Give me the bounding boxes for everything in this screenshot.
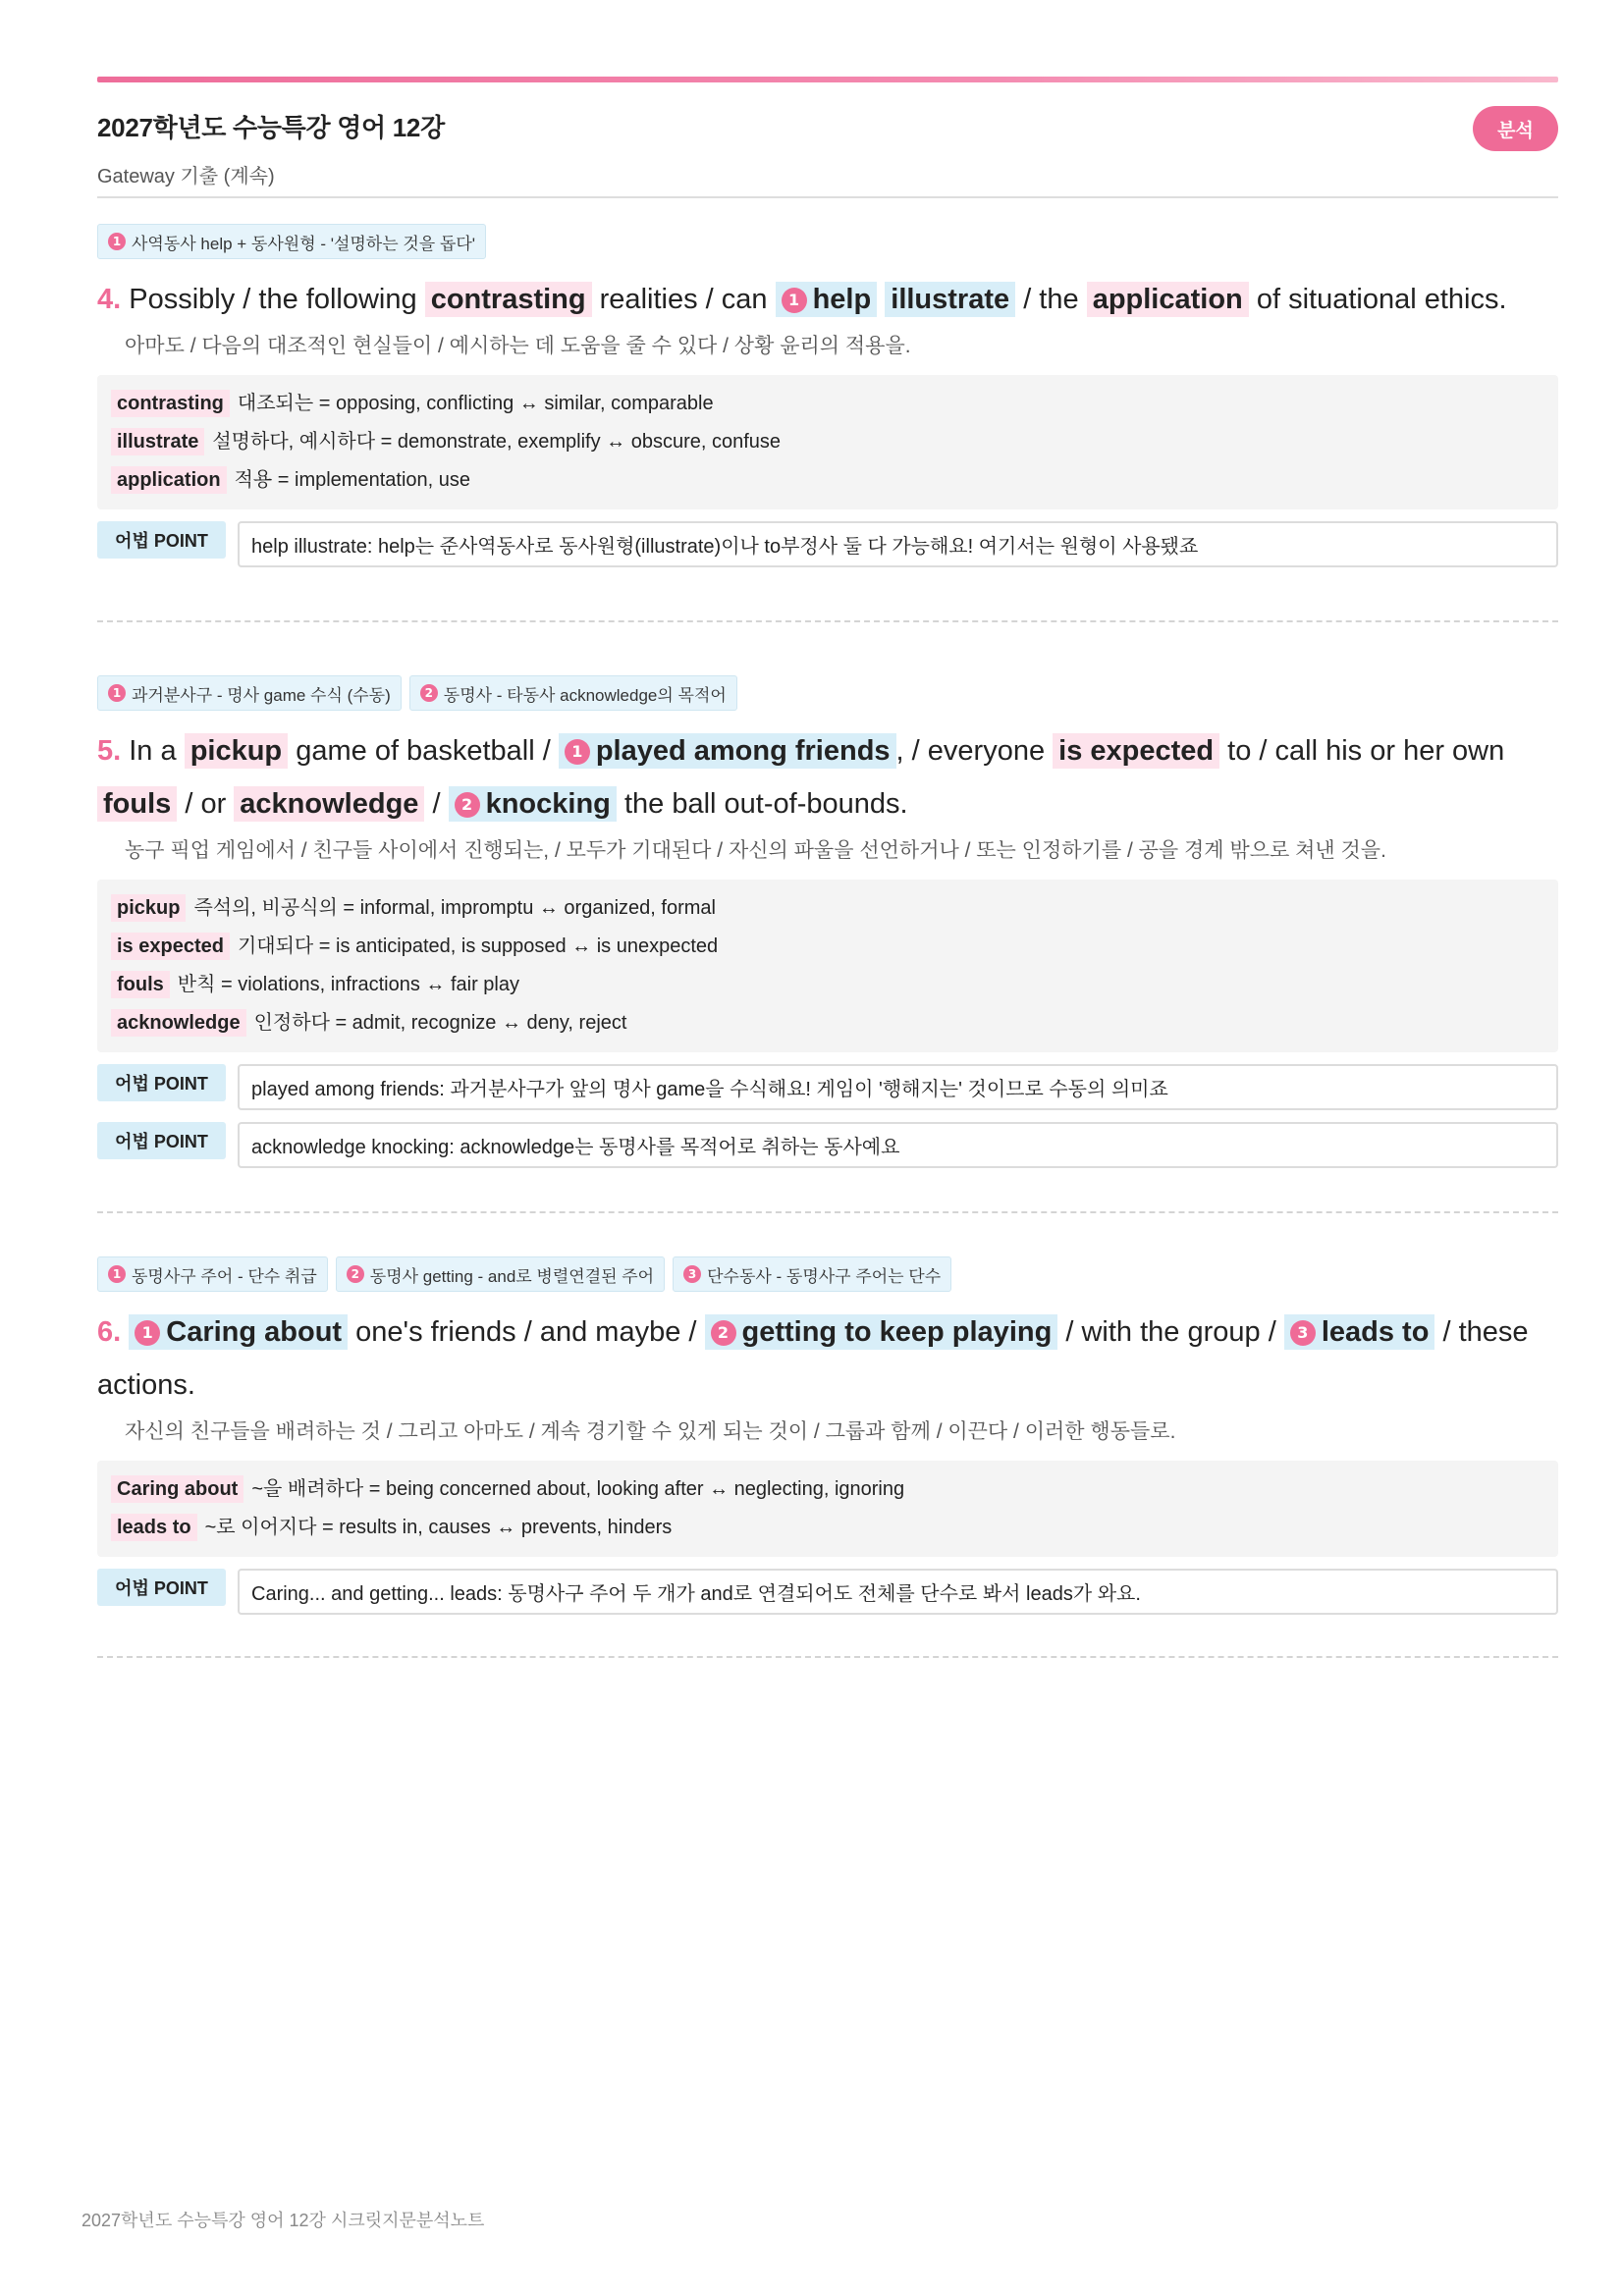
grammar-tag-text: 단수동사 - 동명사구 주어는 단수 — [707, 1266, 942, 1286]
grammar-points — [97, 1569, 1558, 1615]
number-circle-icon: 2 — [455, 792, 480, 818]
question-section — [97, 1213, 1558, 1658]
vocab-row — [111, 889, 1544, 928]
highlight-text: illustrate — [891, 284, 1010, 315]
highlight-text: fouls — [103, 788, 172, 820]
vocab-definition: 즉석의, 비공식의 = informal, impromptu ↔ organized, formal — [193, 897, 716, 919]
grammar-tag — [97, 224, 486, 259]
number-circle-icon: 1 — [565, 739, 590, 765]
grammar-tag — [97, 1256, 328, 1292]
page-subtitle: Gateway 기출 (계속) — [97, 166, 275, 187]
vocab-definition: ~로 이어지다 = results in, causes ↔ prevents, hinders — [204, 1517, 673, 1538]
sentence-text: the ball out-of-bounds. — [616, 788, 908, 820]
grammar-highlight — [705, 1314, 1058, 1350]
vocab-row — [111, 928, 1544, 966]
vocab-definition: 대조되는 = opposing, conflicting ↔ similar, comparable — [237, 393, 714, 414]
vocab-box — [97, 880, 1558, 1052]
number-circle-icon: 1 — [108, 233, 126, 250]
grammar-tag — [673, 1256, 951, 1292]
sentence-text: Possibly / the following — [129, 284, 425, 315]
grammar-highlight — [1284, 1314, 1435, 1350]
grammar-point-row — [97, 1122, 1558, 1168]
grammar-highlight — [559, 733, 896, 769]
vocab-definition: 인정하다 = admit, recognize ↔ deny, reject — [253, 1012, 627, 1034]
sentence-text: of situational ethics. — [1248, 284, 1507, 315]
number-circle-icon: 1 — [108, 1265, 126, 1283]
question-section — [97, 622, 1558, 1213]
grammar-highlight — [129, 1314, 348, 1350]
translation: 자신의 친구들을 배려하는 것 / 그리고 아마도 / 계속 경기할 수 있게 되는 것이 / 그룹과 함께 / 이끈다 / 이러한 행동들로. — [125, 1420, 1176, 1443]
vocab-word: acknowledge — [111, 1009, 246, 1037]
vocab-highlight — [1053, 733, 1219, 769]
vocab-definition: ~을 배려하다 = being concerned about, looking after ↔ neglecting, ignoring — [251, 1478, 905, 1500]
sentence-text: realities / can — [591, 284, 776, 315]
grammar-tags — [97, 1256, 1558, 1292]
grammar-highlight — [449, 786, 617, 822]
sentence-text: In a — [129, 735, 185, 767]
vocab-definition: 적용 = implementation, use — [234, 469, 470, 491]
vocab-word: fouls — [111, 971, 170, 998]
analysis-badge: 분석 — [1473, 106, 1558, 151]
number-circle-icon: 2 — [711, 1320, 736, 1346]
page-footer: 2027학년도 수능특강 영어 12강 시크릿지문분석노트 — [81, 2211, 485, 2230]
grammar-tag-text: 과거분사구 - 명사 game 수식 (수동) — [132, 685, 391, 705]
sentence-text: , / everyone — [895, 735, 1054, 767]
highlight-text: is expected — [1058, 735, 1215, 767]
grammar-point-row — [97, 521, 1558, 567]
vocab-word: Caring about — [111, 1475, 243, 1503]
sentence-text: game of basketball / — [288, 735, 559, 767]
number-circle-icon: 2 — [347, 1265, 364, 1283]
vocab-box — [97, 375, 1558, 509]
grammar-point-label: 어법 POINT — [97, 1569, 226, 1606]
question-section — [97, 198, 1558, 622]
vocab-row — [111, 423, 1544, 461]
vocab-row — [111, 1509, 1544, 1547]
sentence-text: one's friends / and maybe / — [348, 1316, 705, 1348]
question-sentence — [97, 273, 1558, 326]
grammar-tag — [97, 675, 402, 711]
question-sentence — [97, 724, 1558, 830]
grammar-point-label: 어법 POINT — [97, 1122, 226, 1159]
grammar-point-row — [97, 1064, 1558, 1110]
highlight-text: help — [812, 284, 872, 315]
vocab-highlight — [1087, 282, 1249, 317]
grammar-tag-text: 동명사 getting - and로 병렬연결된 주어 — [369, 1266, 655, 1286]
vocab-word: pickup — [111, 894, 186, 922]
header — [97, 82, 1558, 198]
translation: 아마도 / 다음의 대조적인 현실들이 / 예시하는 데 도움을 줄 수 있다 / 상황 윤리의 적용을. — [125, 335, 911, 357]
grammar-point-text: help illustrate: help는 준사역동사로 동사원형(illustrate)이나 to부정사 둘 다 가능해요! 여기서는 원형이 사용됐죠 — [238, 521, 1558, 567]
vocab-highlight — [185, 733, 288, 769]
sentence-text: / or — [177, 788, 235, 820]
vocab-box — [97, 1461, 1558, 1557]
vocab-row — [111, 1004, 1544, 1042]
grammar-point-label: 어법 POINT — [97, 521, 226, 559]
highlight-text: getting to keep playing — [741, 1316, 1053, 1348]
number-circle-icon: 1 — [782, 288, 807, 313]
sentence-text: / the — [1015, 284, 1087, 315]
grammar-tag — [336, 1256, 665, 1292]
vocab-word: is expected — [111, 933, 230, 960]
highlight-text: acknowledge — [240, 788, 419, 820]
number-circle-icon: 2 — [420, 684, 438, 702]
page-title: 2027학년도 수능특강 영어 12강 — [97, 113, 445, 142]
vocab-row — [111, 461, 1544, 500]
question-number: 5. — [97, 735, 122, 767]
highlight-text: application — [1092, 284, 1243, 315]
grammar-points — [97, 1064, 1558, 1168]
highlight-text: knocking — [485, 788, 611, 820]
vocab-row — [111, 1470, 1544, 1509]
grammar-point-text: acknowledge knocking: acknowledge는 동명사를 목적어로 취하는 동사예요 — [238, 1122, 1558, 1168]
highlight-text: pickup — [189, 735, 283, 767]
sentence-text: to / call his or her own — [1219, 735, 1505, 767]
vocab-word: application — [111, 466, 227, 494]
question-number: 4. — [97, 284, 122, 315]
grammar-tag — [409, 675, 737, 711]
vocab-definition: 반칙 = violations, infractions ↔ fair play — [177, 974, 520, 995]
grammar-point-text: played among friends: 과거분사구가 앞의 명사 game을 수식해요! 게임이 '행해지는' 것이므로 수동의 의미죠 — [238, 1064, 1558, 1110]
vocab-row — [111, 966, 1544, 1004]
grammar-highlight — [885, 282, 1015, 317]
grammar-tags — [97, 224, 1558, 259]
number-circle-icon: 3 — [683, 1265, 701, 1283]
vocab-highlight — [425, 282, 592, 317]
vocab-highlight — [234, 786, 424, 822]
grammar-highlight — [776, 282, 878, 317]
highlight-text: played among friends — [595, 735, 891, 767]
sentence-text: / — [424, 788, 449, 820]
sentence-text: / these actions. — [97, 1316, 1529, 1401]
grammar-points — [97, 521, 1558, 567]
translation: 농구 픽업 게임에서 / 친구들 사이에서 진행되는, / 모두가 기대된다 / 자신의 파울을 선언하거나 / 또는 인정하기를 / 공을 경계 밖으로 쳐낸 것을. — [125, 839, 1386, 862]
sentence-text: / with the group / — [1057, 1316, 1284, 1348]
vocab-word: illustrate — [111, 428, 204, 455]
grammar-tag-text: 동명사구 주어 - 단수 취급 — [132, 1266, 317, 1286]
page — [97, 77, 1558, 1658]
question-sentence — [97, 1306, 1558, 1412]
grammar-tag-text: 사역동사 help + 동사원형 - '설명하는 것을 돕다' — [132, 234, 476, 253]
vocab-definition: 기대되다 = is anticipated, is supposed ↔ is unexpected — [237, 935, 719, 957]
number-circle-icon: 3 — [1290, 1320, 1316, 1346]
grammar-point-text: Caring... and getting... leads: 동명사구 주어 두 개가 and로 연결되어도 전체를 단수로 봐서 leads가 와요. — [238, 1569, 1558, 1615]
vocab-word: leads to — [111, 1514, 197, 1541]
highlight-text: leads to — [1321, 1316, 1430, 1348]
number-circle-icon: 1 — [108, 684, 126, 702]
vocab-definition: 설명하다, 예시하다 = demonstrate, exemplify ↔ obscure, confuse — [212, 431, 782, 453]
vocab-row — [111, 385, 1544, 423]
grammar-tags — [97, 675, 1558, 711]
vocab-word: contrasting — [111, 390, 230, 417]
number-circle-icon: 1 — [135, 1320, 160, 1346]
highlight-text: Caring about — [166, 1316, 343, 1348]
grammar-point-label: 어법 POINT — [97, 1064, 226, 1101]
question-number: 6. — [97, 1316, 122, 1348]
highlight-text: contrasting — [430, 284, 586, 315]
vocab-highlight — [97, 786, 177, 822]
grammar-tag-text: 동명사 - 타동사 acknowledge의 목적어 — [443, 685, 727, 705]
grammar-point-row — [97, 1569, 1558, 1615]
